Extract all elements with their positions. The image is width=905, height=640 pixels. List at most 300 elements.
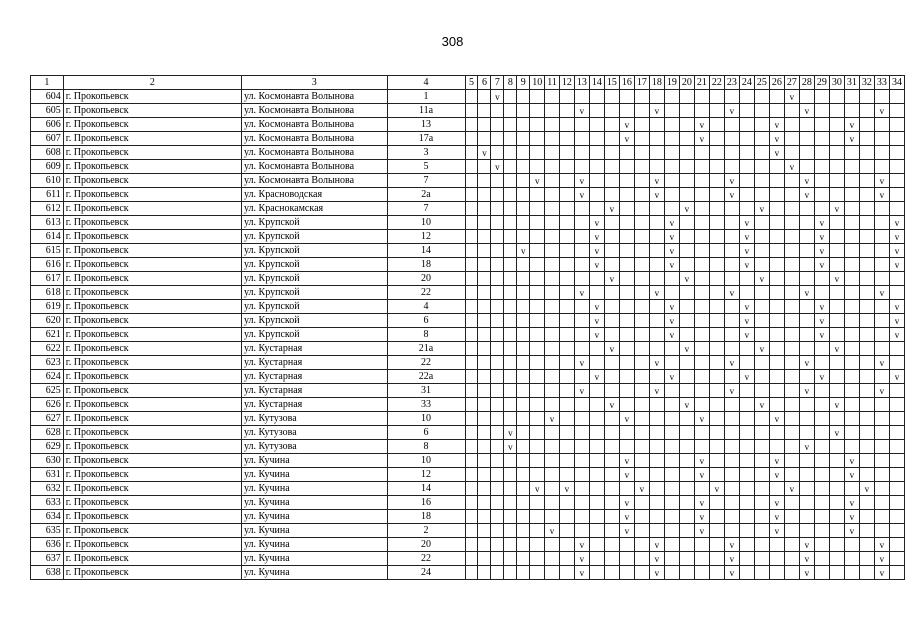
empty-cell [874, 510, 889, 524]
empty-cell [784, 132, 799, 146]
empty-cell [545, 118, 560, 132]
empty-cell [559, 244, 574, 258]
mark-cell: v [649, 538, 664, 552]
empty-cell [784, 272, 799, 286]
mark-cell: v [589, 300, 604, 314]
empty-cell [604, 356, 619, 370]
house-cell: 21а [387, 342, 465, 356]
row-number: 610 [31, 174, 64, 188]
empty-cell [504, 104, 517, 118]
empty-cell [874, 496, 889, 510]
empty-cell [859, 412, 874, 426]
empty-cell [517, 286, 530, 300]
empty-cell [604, 440, 619, 454]
empty-cell [478, 216, 491, 230]
empty-cell [559, 398, 574, 412]
empty-cell [634, 104, 649, 118]
mark-cell: v [829, 426, 844, 440]
empty-cell [874, 454, 889, 468]
mark-cell: v [517, 244, 530, 258]
empty-cell [784, 314, 799, 328]
empty-cell [799, 454, 814, 468]
empty-cell [784, 552, 799, 566]
empty-cell [465, 132, 478, 146]
empty-cell [504, 132, 517, 146]
mark-cell: v [739, 314, 754, 328]
empty-cell [784, 454, 799, 468]
empty-cell [844, 440, 859, 454]
empty-cell [504, 118, 517, 132]
empty-cell [739, 356, 754, 370]
empty-cell [709, 300, 724, 314]
empty-cell [465, 328, 478, 342]
mark-cell: v [724, 384, 739, 398]
empty-cell [545, 272, 560, 286]
table-row [31, 202, 905, 216]
city-cell: г. Прокопьевск [63, 188, 241, 202]
empty-cell [589, 440, 604, 454]
empty-cell [844, 174, 859, 188]
house-cell: 6 [387, 426, 465, 440]
empty-cell [754, 412, 769, 426]
empty-cell [859, 552, 874, 566]
empty-cell [619, 188, 634, 202]
empty-cell [478, 342, 491, 356]
empty-cell [604, 244, 619, 258]
empty-cell [754, 440, 769, 454]
empty-cell [754, 552, 769, 566]
empty-cell [739, 566, 754, 580]
empty-cell [739, 384, 754, 398]
empty-cell [889, 524, 904, 538]
empty-cell [504, 468, 517, 482]
table-row [31, 230, 905, 244]
empty-cell [545, 328, 560, 342]
empty-cell [604, 216, 619, 230]
empty-cell [478, 566, 491, 580]
empty-cell [559, 174, 574, 188]
mark-cell: v [679, 398, 694, 412]
mark-cell: v [491, 90, 504, 104]
empty-cell [859, 244, 874, 258]
header-day: 17 [634, 76, 649, 90]
empty-cell [694, 342, 709, 356]
header-day: 8 [504, 76, 517, 90]
street-cell: ул. Кутузова [242, 426, 388, 440]
empty-cell [634, 272, 649, 286]
empty-cell [619, 538, 634, 552]
house-cell: 22 [387, 552, 465, 566]
mark-cell: v [709, 482, 724, 496]
empty-cell [465, 384, 478, 398]
empty-cell [574, 328, 589, 342]
empty-cell [814, 132, 829, 146]
empty-cell [619, 216, 634, 230]
mark-cell: v [664, 370, 679, 384]
empty-cell [634, 244, 649, 258]
header-day: 24 [739, 76, 754, 90]
mark-cell: v [504, 440, 517, 454]
empty-cell [724, 342, 739, 356]
mark-cell: v [589, 244, 604, 258]
empty-cell [844, 552, 859, 566]
house-cell: 7 [387, 202, 465, 216]
house-cell: 22а [387, 370, 465, 384]
empty-cell [784, 384, 799, 398]
empty-cell [491, 244, 504, 258]
empty-cell [814, 160, 829, 174]
empty-cell [604, 328, 619, 342]
empty-cell [491, 300, 504, 314]
header-day: 13 [574, 76, 589, 90]
row-number: 604 [31, 90, 64, 104]
empty-cell [874, 300, 889, 314]
empty-cell [859, 174, 874, 188]
empty-cell [829, 538, 844, 552]
empty-cell [491, 510, 504, 524]
empty-cell [739, 188, 754, 202]
mark-cell: v [664, 216, 679, 230]
row-number: 617 [31, 272, 64, 286]
empty-cell [844, 160, 859, 174]
empty-cell [574, 300, 589, 314]
empty-cell [829, 118, 844, 132]
empty-cell [504, 370, 517, 384]
header-day: 30 [829, 76, 844, 90]
empty-cell [504, 300, 517, 314]
empty-cell [679, 510, 694, 524]
empty-cell [545, 552, 560, 566]
empty-cell [604, 90, 619, 104]
empty-cell [889, 440, 904, 454]
mark-cell: v [649, 552, 664, 566]
empty-cell [874, 314, 889, 328]
empty-cell [545, 398, 560, 412]
mark-cell: v [799, 440, 814, 454]
empty-cell [491, 272, 504, 286]
empty-cell [889, 384, 904, 398]
empty-cell [649, 370, 664, 384]
mark-cell: v [664, 244, 679, 258]
empty-cell [545, 202, 560, 216]
empty-cell [517, 538, 530, 552]
empty-cell [874, 272, 889, 286]
empty-cell [604, 566, 619, 580]
empty-cell [504, 160, 517, 174]
empty-cell [709, 160, 724, 174]
empty-cell [694, 482, 709, 496]
empty-cell [574, 524, 589, 538]
empty-cell [634, 216, 649, 230]
empty-cell [604, 538, 619, 552]
empty-cell [679, 230, 694, 244]
mark-cell: v [814, 314, 829, 328]
empty-cell [859, 342, 874, 356]
empty-cell [844, 258, 859, 272]
empty-cell [619, 202, 634, 216]
mark-cell: v [530, 482, 545, 496]
empty-cell [649, 146, 664, 160]
header-row [31, 76, 905, 90]
row-number: 608 [31, 146, 64, 160]
mark-cell: v [664, 314, 679, 328]
empty-cell [859, 146, 874, 160]
empty-cell [634, 118, 649, 132]
empty-cell [664, 552, 679, 566]
mark-cell: v [589, 314, 604, 328]
header-day: 15 [604, 76, 619, 90]
empty-cell [491, 286, 504, 300]
house-cell: 2 [387, 524, 465, 538]
empty-cell [517, 370, 530, 384]
empty-cell [517, 342, 530, 356]
house-cell: 22 [387, 356, 465, 370]
empty-cell [769, 244, 784, 258]
empty-cell [739, 468, 754, 482]
empty-cell [634, 328, 649, 342]
empty-cell [530, 202, 545, 216]
empty-cell [754, 510, 769, 524]
empty-cell [589, 356, 604, 370]
empty-cell [754, 244, 769, 258]
mark-cell: v [799, 174, 814, 188]
mark-cell: v [530, 174, 545, 188]
mark-cell: v [589, 216, 604, 230]
city-cell: г. Прокопьевск [63, 552, 241, 566]
mark-cell: v [574, 384, 589, 398]
empty-cell [754, 104, 769, 118]
empty-cell [799, 412, 814, 426]
empty-cell [491, 230, 504, 244]
empty-cell [634, 524, 649, 538]
empty-cell [874, 328, 889, 342]
empty-cell [504, 216, 517, 230]
table-row [31, 104, 905, 118]
mark-cell: v [649, 104, 664, 118]
mark-cell: v [649, 566, 664, 580]
empty-cell [574, 398, 589, 412]
empty-cell [517, 230, 530, 244]
empty-cell [709, 104, 724, 118]
empty-cell [634, 370, 649, 384]
empty-cell [517, 118, 530, 132]
empty-cell [589, 426, 604, 440]
empty-cell [478, 510, 491, 524]
street-cell: ул. Крупской [242, 300, 388, 314]
mark-cell: v [739, 300, 754, 314]
table-row [31, 356, 905, 370]
empty-cell [517, 202, 530, 216]
empty-cell [709, 440, 724, 454]
empty-cell [769, 552, 784, 566]
empty-cell [604, 482, 619, 496]
empty-cell [709, 90, 724, 104]
empty-cell [769, 104, 784, 118]
empty-cell [739, 90, 754, 104]
house-cell: 12 [387, 230, 465, 244]
mark-cell: v [829, 202, 844, 216]
empty-cell [724, 146, 739, 160]
table-row [31, 286, 905, 300]
header-day: 12 [559, 76, 574, 90]
empty-cell [889, 426, 904, 440]
empty-cell [844, 146, 859, 160]
empty-cell [545, 356, 560, 370]
empty-cell [754, 482, 769, 496]
empty-cell [889, 174, 904, 188]
empty-cell [604, 384, 619, 398]
mark-cell: v [769, 510, 784, 524]
empty-cell [724, 202, 739, 216]
empty-cell [769, 356, 784, 370]
empty-cell [754, 300, 769, 314]
empty-cell [619, 440, 634, 454]
empty-cell [465, 118, 478, 132]
empty-cell [679, 216, 694, 230]
empty-cell [619, 146, 634, 160]
empty-cell [530, 230, 545, 244]
empty-cell [679, 454, 694, 468]
empty-cell [574, 258, 589, 272]
row-number: 624 [31, 370, 64, 384]
empty-cell [589, 188, 604, 202]
empty-cell [739, 426, 754, 440]
empty-cell [814, 552, 829, 566]
empty-cell [694, 258, 709, 272]
city-cell: г. Прокопьевск [63, 524, 241, 538]
empty-cell [889, 566, 904, 580]
empty-cell [739, 104, 754, 118]
empty-cell [844, 412, 859, 426]
empty-cell [574, 244, 589, 258]
empty-cell [559, 524, 574, 538]
empty-cell [478, 104, 491, 118]
empty-cell [844, 398, 859, 412]
street-cell: ул. Крупской [242, 216, 388, 230]
empty-cell [478, 440, 491, 454]
empty-cell [679, 370, 694, 384]
empty-cell [465, 244, 478, 258]
row-number: 622 [31, 342, 64, 356]
empty-cell [478, 524, 491, 538]
empty-cell [814, 440, 829, 454]
mark-cell: v [844, 468, 859, 482]
empty-cell [694, 328, 709, 342]
mark-cell: v [619, 412, 634, 426]
empty-cell [844, 356, 859, 370]
table-row [31, 272, 905, 286]
empty-cell [739, 482, 754, 496]
empty-cell [619, 300, 634, 314]
empty-cell [814, 454, 829, 468]
empty-cell [649, 510, 664, 524]
empty-cell [814, 482, 829, 496]
empty-cell [545, 370, 560, 384]
empty-cell [589, 272, 604, 286]
empty-cell [545, 342, 560, 356]
empty-cell [517, 440, 530, 454]
empty-cell [724, 496, 739, 510]
empty-cell [545, 160, 560, 174]
empty-cell [478, 174, 491, 188]
empty-cell [530, 468, 545, 482]
empty-cell [649, 328, 664, 342]
empty-cell [694, 230, 709, 244]
empty-cell [589, 454, 604, 468]
empty-cell [754, 90, 769, 104]
empty-cell [859, 90, 874, 104]
mark-cell: v [649, 384, 664, 398]
city-cell: г. Прокопьевск [63, 286, 241, 300]
empty-cell [649, 300, 664, 314]
street-cell: ул. Кустарная [242, 370, 388, 384]
empty-cell [491, 398, 504, 412]
empty-cell [634, 230, 649, 244]
empty-cell [491, 118, 504, 132]
empty-cell [814, 426, 829, 440]
mark-cell: v [844, 454, 859, 468]
street-cell: ул. Краснокамская [242, 202, 388, 216]
empty-cell [559, 202, 574, 216]
house-cell: 18 [387, 510, 465, 524]
empty-cell [545, 426, 560, 440]
table-row [31, 426, 905, 440]
empty-cell [634, 146, 649, 160]
empty-cell [889, 356, 904, 370]
empty-cell [589, 146, 604, 160]
mark-cell: v [604, 272, 619, 286]
empty-cell [724, 258, 739, 272]
empty-cell [574, 468, 589, 482]
empty-cell [664, 482, 679, 496]
empty-cell [724, 524, 739, 538]
empty-cell [724, 160, 739, 174]
empty-cell [545, 468, 560, 482]
house-cell: 1 [387, 90, 465, 104]
header-day: 32 [859, 76, 874, 90]
empty-cell [530, 90, 545, 104]
row-number: 606 [31, 118, 64, 132]
mark-cell: v [739, 230, 754, 244]
header-day: 31 [844, 76, 859, 90]
empty-cell [814, 566, 829, 580]
table-row [31, 524, 905, 538]
empty-cell [739, 510, 754, 524]
empty-cell [844, 300, 859, 314]
table-row [31, 342, 905, 356]
empty-cell [709, 146, 724, 160]
empty-cell [799, 230, 814, 244]
empty-cell [664, 496, 679, 510]
empty-cell [504, 90, 517, 104]
empty-cell [724, 510, 739, 524]
empty-cell [844, 202, 859, 216]
empty-cell [559, 440, 574, 454]
mark-cell: v [574, 104, 589, 118]
empty-cell [754, 146, 769, 160]
empty-cell [679, 412, 694, 426]
city-cell: г. Прокопьевск [63, 132, 241, 146]
empty-cell [844, 482, 859, 496]
empty-cell [709, 524, 724, 538]
empty-cell [465, 160, 478, 174]
empty-cell [859, 356, 874, 370]
empty-cell [465, 440, 478, 454]
empty-cell [478, 370, 491, 384]
empty-cell [784, 468, 799, 482]
mark-cell: v [724, 188, 739, 202]
empty-cell [530, 524, 545, 538]
